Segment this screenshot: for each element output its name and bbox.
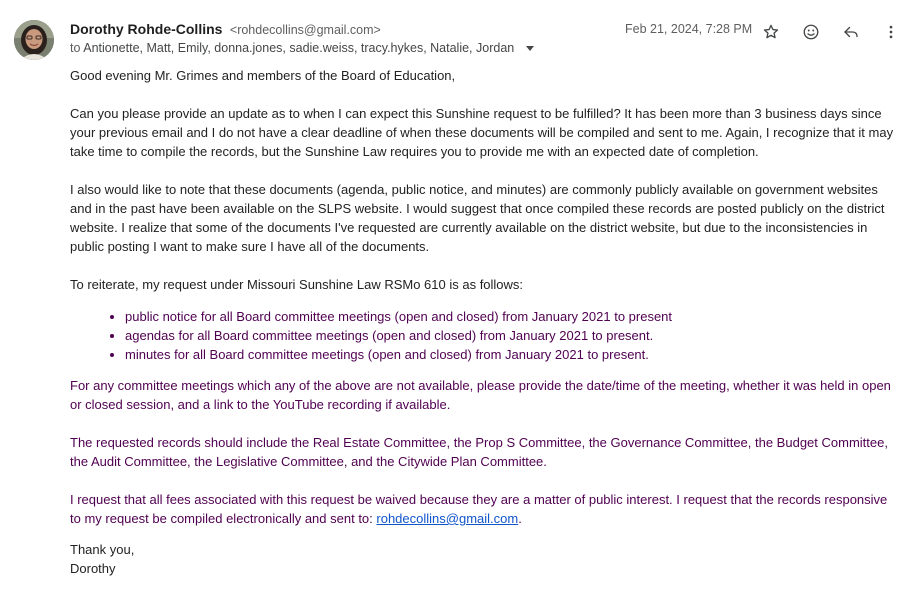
paragraph-unavailable-meetings: For any committee meetings which any of the above are not available, please provide the date/time of the meeting, whether it was held in open or closed session, and a link to the YouTube recording if available.: [70, 378, 891, 412]
paragraph-fees: [70, 490, 898, 528]
recipients-line: [70, 41, 534, 55]
email-link[interactable]: rohdecollins@gmail.com: [376, 511, 519, 526]
list-item: • minutes for all Board committee meetings (open and closed) from January 2021 to present.: [125, 345, 898, 364]
paragraph-public-availability: I also would like to note that these documents (agenda, public notice, and minutes) are commonly publicly available on government websites and in the past have been available on the SLPS website. I would suggest that once compiled these records are posted publicly on the district website. I realize that some of the documents I've requested are currently available on the district website, but due to the inconsistencies in public posting I want to make sure I have all of the documents.: [70, 182, 885, 254]
paragraph-reiterate: To reiterate, my request under Missouri Sunshine Law RSMo 610 is as follows:: [70, 277, 524, 292]
recipients-prefix: to: [70, 41, 81, 55]
fees-text-end: .: [518, 511, 522, 526]
emoji-icon[interactable]: [799, 20, 823, 44]
request-list: [70, 307, 898, 364]
list-item: • public notice for all Board committee meetings (open and closed) from January 2021 to present: [125, 307, 898, 326]
paragraph-committees: The requested records should include the Real Estate Committee, the Prop S Committee, the Governance Committee, the Budget Committee, the Audit Committee, the Legislative Committee, and the Citywide Plan Committee.: [70, 435, 888, 469]
avatar[interactable]: [14, 20, 54, 60]
paragraph-update-request: Can you please provide an update as to when I can expect this Sunshine request to be fulfilled? It has been more than 3 business days since your previous email and I do not have a clear deadline of when these documents will be compiled and sent to me. Again, I recognize that it may take time to compile the records, but the Sunshine Law requires you to provide me with an expected date of completion.: [70, 106, 894, 159]
signature: Dorothy: [70, 561, 116, 576]
message-header: [70, 20, 919, 60]
message-body: [70, 66, 898, 578]
sender-email: <rohdecollins@gmail.com>: [229, 23, 381, 37]
list-item: • agendas for all Board committee meetings (open and closed) from January 2021 to present.: [125, 326, 898, 345]
signoff: Thank you,: [70, 542, 135, 557]
recipients-list: Antionette, Matt, Emily, donna.jones, sadie.weiss, tracy.hykes, Natalie, Jordan: [83, 41, 515, 55]
sender-line: [70, 21, 381, 39]
avatar-photo: [14, 20, 54, 60]
chevron-down-icon[interactable]: [526, 46, 534, 51]
sender-name[interactable]: Dorothy Rohde-Collins: [70, 21, 223, 37]
reply-icon[interactable]: [839, 20, 863, 44]
more-vert-icon[interactable]: [879, 20, 903, 44]
greeting: Good evening Mr. Grimes and members of the Board of Education,: [70, 68, 456, 83]
fees-text: I request that all fees associated with this request be waived because they are a matter of public interest. I request that the records responsive to my request be compiled electronically and sent to:: [70, 492, 888, 526]
star-icon[interactable]: [759, 20, 783, 44]
message-date: Feb 21, 2024, 7:28 PM: [625, 22, 753, 36]
